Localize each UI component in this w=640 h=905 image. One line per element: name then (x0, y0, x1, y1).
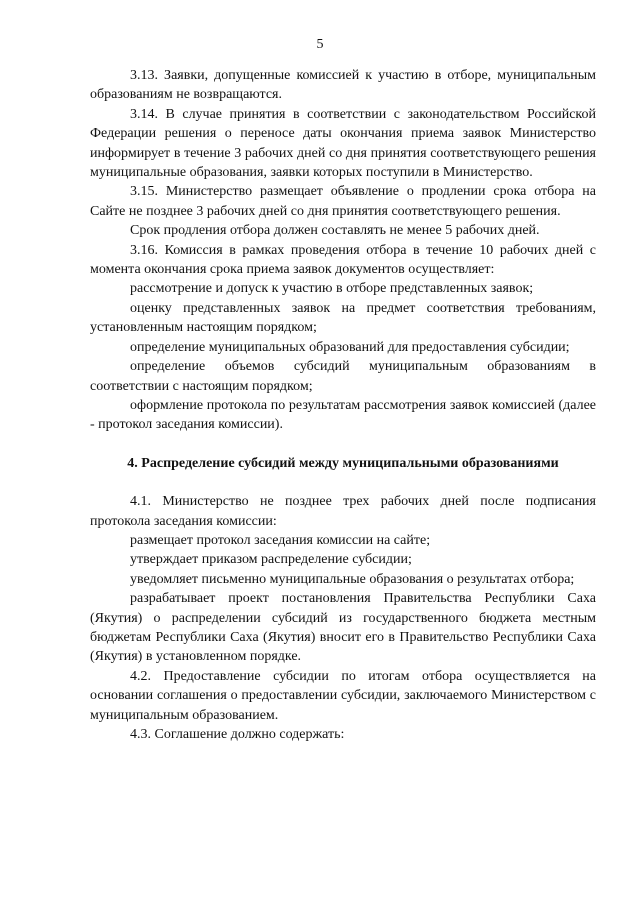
list-item-post-protocol: размещает протокол заседания комиссии на сайте; (130, 532, 431, 548)
list-item-draft-resolution: разрабатывает проект постановления Правительства Республики Саха (Якутия) о распределении субсидий из государственного бюджета местным бюджетам Республики Саха (Якутия) вносит его в Правительство Республики Саха (Якутия) в установленном порядке. (90, 591, 596, 665)
list-item-review-admission: рассмотрение и допуск к участию в отборе представленных заявок; (130, 281, 534, 297)
paragraph-3-16: 3.16. Комиссия в рамках проведения отбора в течение 10 рабочих дней с момента окончания срока приема заявок документов осуществляет: (90, 242, 596, 278)
document-body (90, 66, 596, 744)
paragraph-3-13: 3.13. Заявки, допущенные комиссией к участию в отборе, муниципальным образованиям не возвращаются. (90, 68, 596, 103)
paragraph-4-2: 4.2. Предоставление субсидии по итогам отбора осуществляется на основании соглашения о предоставлении субсидии, заключаемого Министерством с муниципальным образованием. (90, 668, 596, 723)
list-item-approve-distribution: утверждает приказом распределение субсидии; (130, 552, 412, 568)
list-item-protocol: оформление протокола по результатам рассмотрения заявок комиссией (далее - протокол заседания комиссии). (90, 397, 596, 433)
list-item-evaluation: оценку представленных заявок на предмет соответствия требованиям, установленным настоящим порядком; (90, 300, 596, 336)
section-heading: 4. Распределение субсидий между муниципальными образованиями (127, 455, 559, 471)
paragraph-3-14: 3.14. В случае принятия в соответствии с законодательством Российской Федерации решения о переносе даты окончания приема заявок Министерство информирует в течение 3 рабочих дней со дня принятия соответствующего решения муниципальные образования, заявки которых поступили в Министерство. (90, 106, 596, 181)
list-item-determination-municipalities: определение муниципальных образований для предоставления субсидии; (130, 339, 570, 355)
page-number: 5 (316, 37, 324, 52)
list-item-determination-volumes: определение объемов субсидий муниципальным образованиям в соответствии с настоящим порядком; (90, 359, 596, 394)
paragraph-3-15: 3.15. Министерство размещает объявление о продлении срока отбора на Сайте не позднее 3 рабочих дней со дня принятия соответствующего решения. (90, 184, 596, 219)
paragraph-4-3: 4.3. Соглашение должно содержать: (130, 727, 345, 742)
paragraph-4-1: 4.1. Министерство не позднее трех рабочих дней после подписания протокола заседания комиссии: (90, 494, 596, 529)
paragraph-extension-term: Срок продления отбора должен составлять не менее 5 рабочих дней. (130, 223, 540, 239)
list-item-notify: уведомляет письменно муниципальные образования о результатах отбора; (130, 571, 575, 587)
